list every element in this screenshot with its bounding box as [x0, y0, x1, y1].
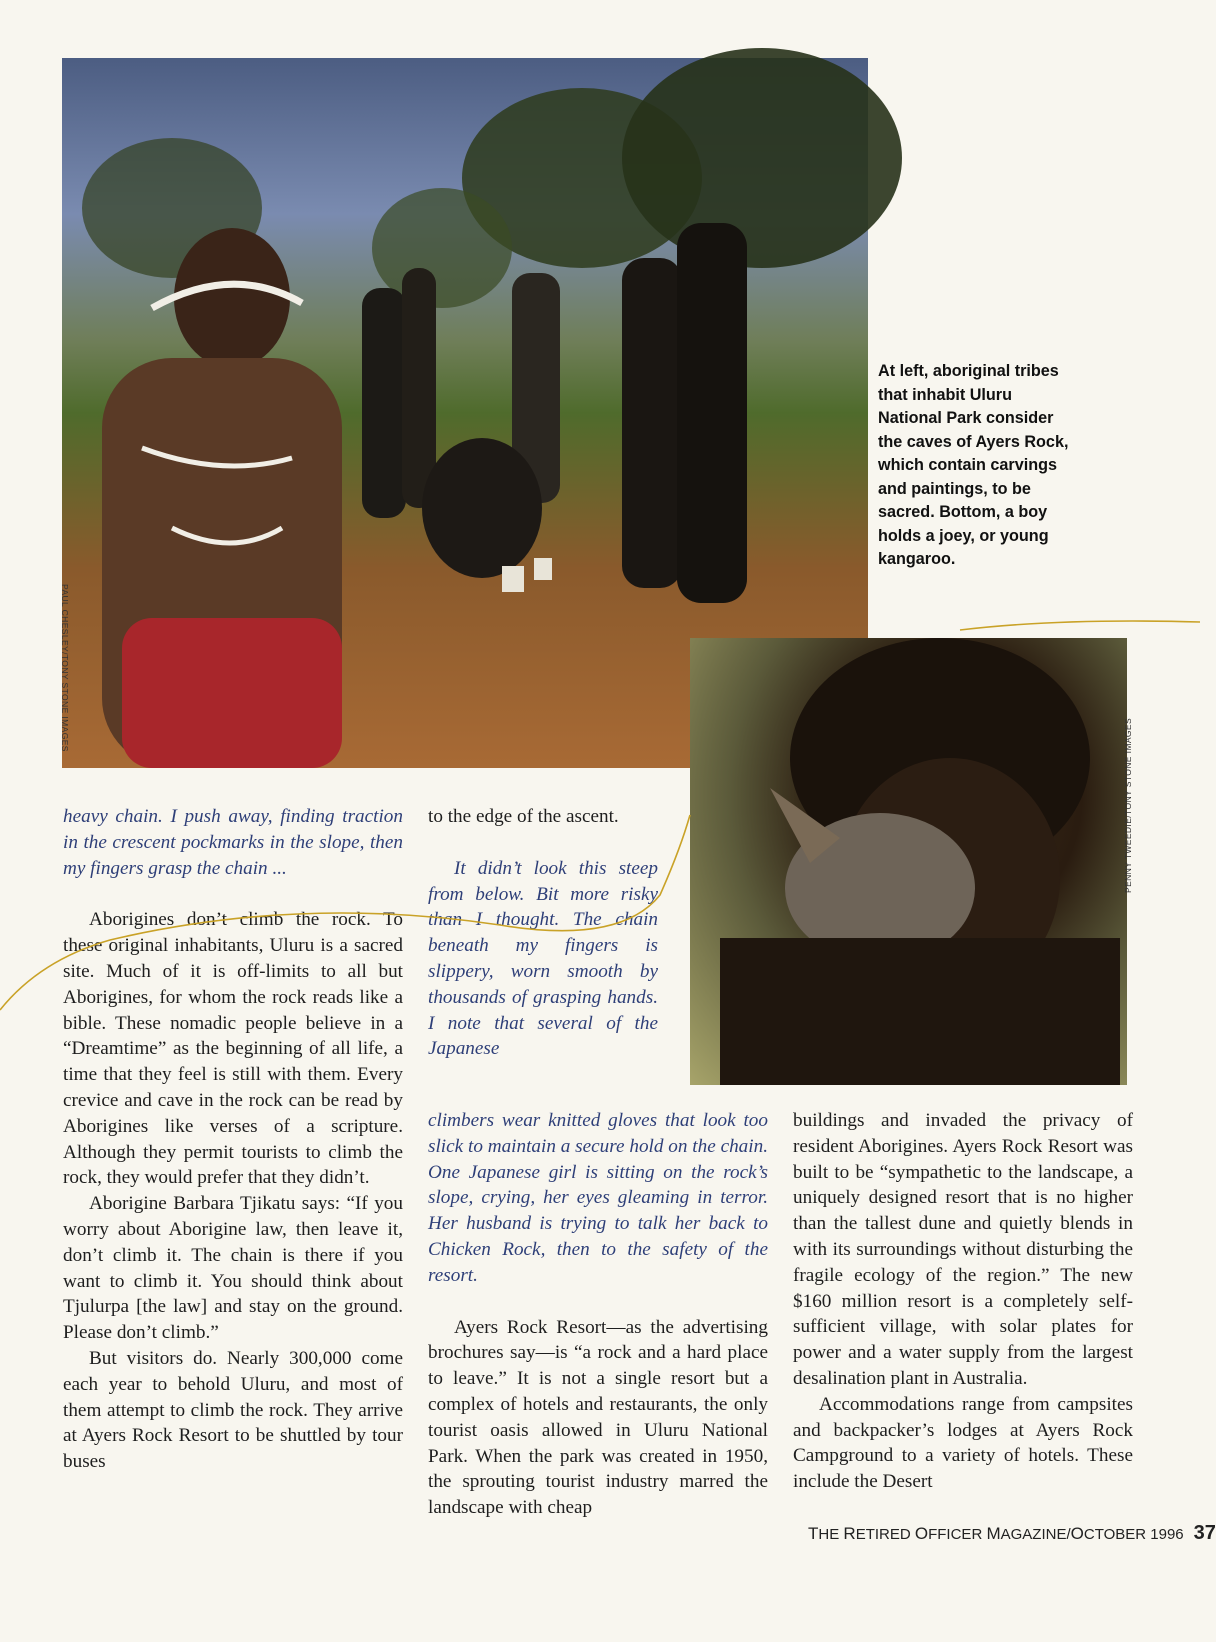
- top-photo-credit: PAUL CHESLEY/TONY STONE IMAGES: [60, 584, 70, 752]
- footer-o2: FFICER: [928, 1526, 987, 1543]
- column-2-lower: [428, 1108, 768, 1521]
- page-number: 37: [1193, 1522, 1216, 1544]
- column-1: [63, 804, 403, 1475]
- col2-italic-passage-top: It didn’t look this steep from below. Bit more risky than I thought. The chain beneath my fingers is slippery, worn smooth by thousands of grasping hands. I note that several of the Japanese: [428, 857, 658, 1060]
- footer-r1: R: [843, 1524, 856, 1543]
- footer-m2: AGAZINE/: [1000, 1526, 1071, 1543]
- footer-o1: O: [914, 1524, 929, 1543]
- col3-paragraph-1: Accommodations range from campsites and backpacker’s lodges at Ayers Rock Campground to a variety of hotels. These include the Desert: [793, 1393, 1133, 1493]
- col3-paragraph-0: buildings and invaded the privacy of resident Aborigines. Ayers Rock Resort was built to be “sympathetic to the landscape, a uniquely designed resort that is no higher than the tallest dune and quietly blends in with its surroundings without disturbing the fragile ecology of the region.” The new $160 million resort is a completely self-sufficient village, with solar plates for power and a water supply from the largest desalination plant in Australia.: [793, 1110, 1133, 1389]
- col2-paragraph-0: to the edge of the ascent.: [428, 806, 619, 827]
- col1-paragraph-1: Aborigines don’t climb the rock. To these original inhabitants, Uluru is a sacred site. Much of it is off-limits to all but Aborigines, for whom the rock reads like a bible. These nomadic people believe in a “Dreamtime” as the beginning of all life, a time that they feel is still with them. Every crevice and cave in the rock can be read by Aborigines like verses of a scripture. Although they permit tourists to climb the rock, they would prefer that they didn’t.: [63, 909, 403, 1189]
- col1-paragraph-3: But visitors do. Nearly 300,000 come each year to behold Uluru, and most of them attempt to climb the rock. They arrive at Ayers Rock Resort to be shuttled by tour buses: [63, 1347, 403, 1473]
- page-footer: [808, 1522, 1216, 1545]
- photo-caption: At left, aboriginal tribes that inhabit Uluru National Park consider the caves of Ayers Rock, which contain carvings and paintings, to be sacred. Bottom, a boy holds a joey, or young kangaroo.: [878, 362, 1069, 568]
- footer-t1: T: [808, 1524, 819, 1543]
- footer-r2: ETIRED: [855, 1526, 915, 1543]
- footer-m1: M: [986, 1524, 1001, 1543]
- col2-paragraph-1: Ayers Rock Resort—as the advertising brochures say—is “a rock and a hard place to leave.” It is not a single resort but a complex of hotels and restaurants, the only tourist oasis allowed in Uluru National Park. When the park was created in 1950, the sprouting tourist industry marred the landscape with cheap: [428, 1316, 768, 1519]
- footer-oc2: CTOBER 1996: [1083, 1526, 1184, 1543]
- footer-oc1: O: [1070, 1524, 1084, 1543]
- bottom-photo-credit: PENNY TWEEDIE/TONY STONE IMAGES: [1123, 717, 1133, 893]
- footer-t2: HE: [818, 1526, 844, 1543]
- col1-paragraph-2: Aborigine Barbara Tjikatu says: “If you worry about Aborigine law, then leave it, don’t climb it. The chain is there if you want to climb it. You should think about Tjulurpa [the law] and stay on the ground. Please don’t climb.”: [63, 1193, 403, 1344]
- joey-photo: [690, 638, 1133, 1085]
- joey-photo-illustration: [690, 638, 1127, 1085]
- column-2-upper: [428, 804, 658, 1062]
- col1-italic-passage: heavy chain. I push away, finding traction in the crescent pockmarks in the slope, then my fingers grasp the chain ...: [63, 806, 403, 879]
- col2-italic-passage-rest: climbers wear knitted gloves that look too slick to maintain a secure hold on the chain. One Japanese girl is sitting on the rock’s slope, crying, her eyes gleaming in terror. Her husband is trying to talk her back to Chicken Rock, then to the safety of the resort.: [428, 1110, 768, 1286]
- column-3: [793, 1108, 1133, 1495]
